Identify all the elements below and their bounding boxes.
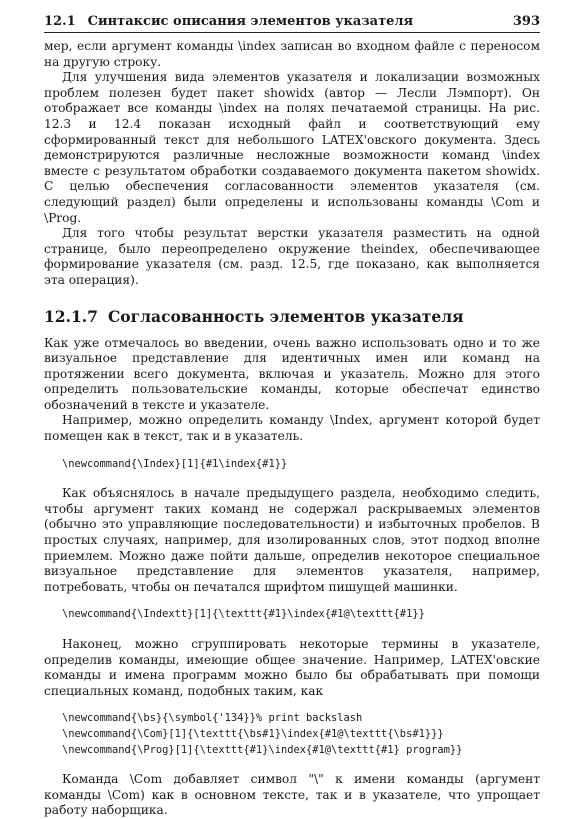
paragraph-continuation: мер, если аргумент команды \index записан во входном файле с переносом на другую строку. [44, 39, 540, 69]
page-number: 393 [512, 14, 540, 29]
section-number: 12.1.7 [44, 306, 98, 326]
paragraph-expansion: Как объяснялось в начале предыдущего раздела, необходимо следить, чтобы аргумент таких команд не содержал раскрываемых элементов (обычно это управляющие последовательности) и избыточных пробелов. В простых случаях, например, для изолированных слов, этот подход вполне приемлем. Можно даже пойти дальше, определив некоторое специальное визуальное представление для элементов указателя, например, потребовать, чтобы он печатался шрифтом пишущей машинки. [44, 486, 540, 594]
paragraph-showidx: Для улучшения вида элементов указателя и локализации возможных проблем полезен будет пакет showidx (автор — Лесли Лэмпорт). Он отображает все команды \index на полях печатаемой страницы. На рис. 12.3 и 12.4 показан исходный файл и соответствующий ему сформированный текст для небольшого LATEX'овского документа. Здесь демонстрируются различные несложные возможности команд \index вместе с результатом обработки создаваемого документа пакетом showidx. С целью обеспечения согласованности элементов указателя (см. следующий раздел) были определены и использованы команды \Com и \Prog. [44, 70, 540, 225]
paragraph-index-command: Например, можно определить команду \Index, аргумент которой будет помещен как в текст, так и в указатель. [44, 413, 540, 444]
running-header [44, 14, 540, 33]
paragraph-intro: Как уже отмечалось во введении, очень важно использовать одно и то же визуальное представление для идентичных имен или команд на протяжении всего документа, включая и указатель. Можно для этого определить пользовательские команды, которые обеспечат единство обозначений в тексте и указателе. [44, 335, 540, 412]
paragraph-com-description: Команда \Com добавляет символ "\" к имени команды (аргумент команды \Com) как в основном тексте, так и в указателе, что упрощает работу наборщика. [44, 772, 540, 818]
paragraph-grouping: Наконец, можно сгруппировать некоторые термины в указателе, определив команды, имеющие общее значение. Например, LATEX'овские команды и имена программ можно было бы обрабатывать при помощи специальных команд, подобных таким, как [44, 637, 540, 698]
header-section-number: 12.1 [44, 14, 76, 29]
code-block-indextt: \newcommand{\Indextt}[1]{\texttt{#1}\index{#1@\texttt{#1}} [62, 608, 425, 621]
section-title: Согласованность элементов указателя [107, 306, 464, 326]
section-heading [44, 307, 540, 326]
header-section-title: Синтаксис описания элементов указателя [87, 14, 414, 29]
code-block-com-prog: \newcommand{\bs}{\symbol{'134}}% print backslash \newcommand{\Com}[1]{\texttt{\bs#1}\index{#1@\texttt{\bs#1}}} \newcommand{\Prog}[1]{\texttt{#1}\index{#1@\texttt{#1} program}} [62, 712, 463, 756]
book-page [44, 14, 540, 819]
paragraph-theindex: Для того чтобы результат верстки указателя разместить на одной странице, было переопределено окружение theindex, обеспечивающее формирование указателя (см. разд. 12.5, где показано, как выполняется эта операция). [44, 226, 540, 287]
code-block-index: \newcommand{\Index}[1]{#1\index{#1}} [62, 457, 288, 470]
